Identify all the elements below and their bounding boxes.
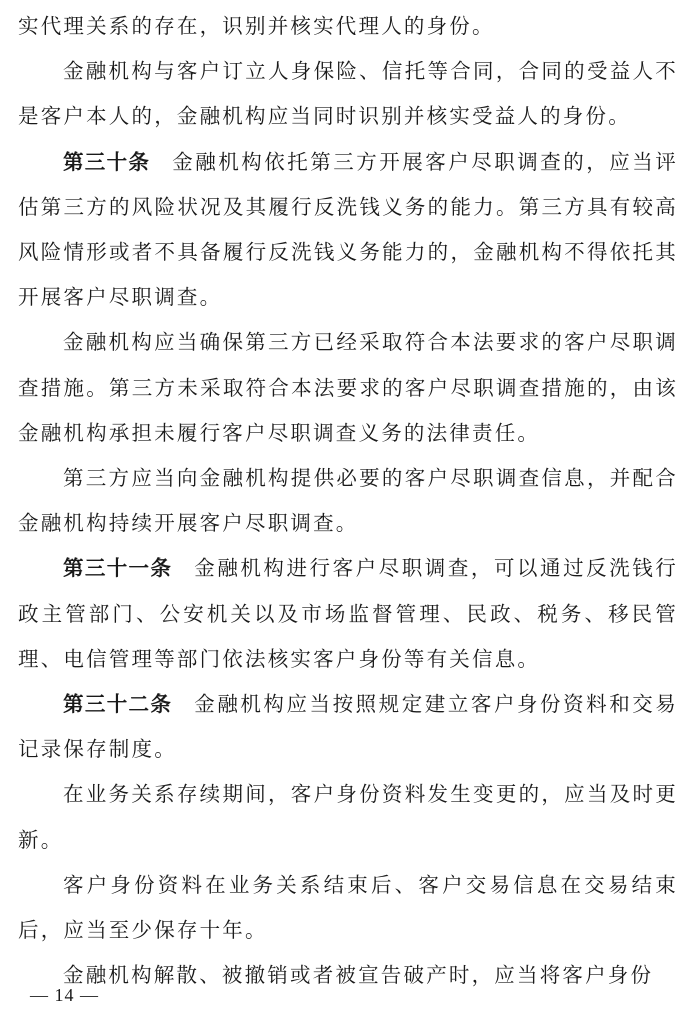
paragraph-4-text: 金融机构应当确保第三方已经采取符合本法要求的客户尽职调查措施。第三方未采取符合本法要求的客户尽职调查措施的，由该金融机构承担未履行客户尽职调查义务的法律责任。 (18, 330, 678, 445)
document-body (18, 4, 678, 998)
article-31-paragraph (18, 546, 678, 682)
article-32-text: 金融机构应当按照规定建立客户身份资料和交易记录保存制度。 (18, 692, 679, 762)
paragraph-5 (18, 456, 678, 546)
article-31-text: 金融机构进行客户尽职调查，可以通过反洗钱行政主管部门、公安机关以及市场监督管理、民政、税务、移民管理、电信管理等部门依法核实客户身份等有关信息。 (18, 556, 679, 671)
paragraph-1 (18, 4, 678, 49)
paragraph-9-text: 客户身份资料在业务关系结束后、客户交易信息在交易结束后，应当至少保存十年。 (18, 872, 678, 943)
article-30-paragraph (18, 140, 678, 321)
article-30-text: 金融机构依托第三方开展客户尽职调查的，应当评估第三方的风险状况及其履行反洗钱义务的能力。第三方具有较高风险情形或者不具备履行反洗钱义务能力的，金融机构不得依托其开展客户尽职调查。 (18, 149, 678, 310)
paragraph-5-text: 第三方应当向金融机构提供必要的客户尽职调查信息，并配合金融机构持续开展客户尽职调查。 (18, 466, 678, 536)
article-32-number: 第三十二条 (63, 692, 173, 717)
paragraph-10-text: 金融机构解散、被撤销或者被宣告破产时，应当将客户身份 (63, 963, 654, 988)
article-32-paragraph (18, 682, 678, 772)
paragraph-2 (18, 49, 678, 139)
paragraph-2-text: 金融机构与客户订立人身保险、信托等合同，合同的受益人不是客户本人的，金融机构应当同时识别并核实受益人的身份。 (18, 59, 678, 129)
paragraph-1-text: 实代理关系的存在，识别并核实代理人的身份。 (18, 14, 495, 38)
paragraph-4 (18, 320, 678, 456)
paragraph-10 (18, 953, 678, 998)
paragraph-8 (18, 772, 678, 862)
page-number: — 14 — (30, 985, 99, 1005)
article-31-number: 第三十一条 (63, 556, 173, 581)
paragraph-8-text: 在业务关系存续期间，客户身份资料发生变更的，应当及时更新。 (18, 782, 678, 852)
paragraph-9 (18, 863, 678, 953)
article-30-number: 第三十条 (63, 149, 151, 174)
